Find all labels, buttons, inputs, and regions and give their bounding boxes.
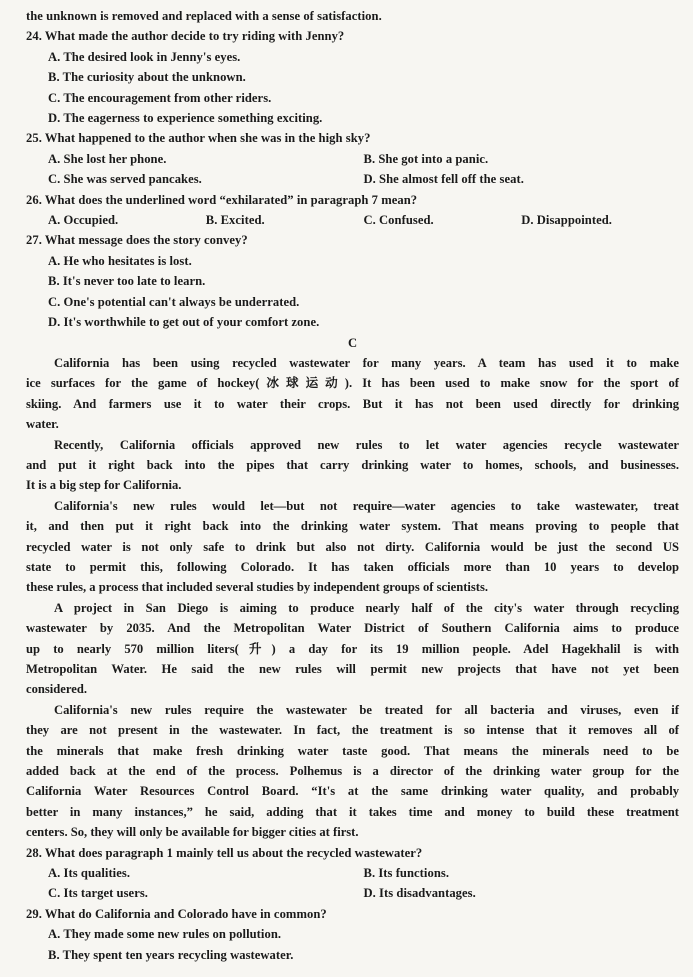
question-stem: 24. What made the author decide to try riding with Jenny?: [26, 29, 345, 44]
passage-paragraph: [26, 496, 679, 598]
passage-paragraph: [26, 598, 679, 700]
answer-option: A. She lost her phone.: [48, 151, 167, 166]
paragraph-line: California's new rules require the wastewater be treated for all bacteria and viruses, even if: [54, 702, 679, 717]
paragraph-line: ice surfaces for the game of hockey(冰球运动). It has been used to make snow for the sport of: [26, 376, 679, 391]
paragraph-line: California has been using recycled wastewater for many years. A team has used it to make: [54, 355, 679, 370]
paragraph-line: California's new rules would let—but not require—water agencies to take wastewater, treat: [54, 498, 679, 513]
answer-option: C. Its target users.: [48, 886, 148, 901]
paragraph-line: Metropolitan Water. He said the new rules will permit new projects that have not yet been: [26, 662, 679, 676]
answer-option: D. The eagerness to experience something exciting.: [48, 111, 323, 126]
paragraph-line: California Water Resources Control Board. “It's at the same drinking water quality, and probably: [26, 784, 679, 799]
answer-option: B. They spent ten years recycling wastewater.: [48, 947, 294, 962]
passage-paragraph: [26, 700, 679, 843]
passage-c: [26, 353, 679, 843]
question-block: [26, 843, 679, 904]
paragraph-line: considered.: [26, 682, 87, 697]
answer-option: D. Its disadvantages.: [363, 886, 476, 901]
paragraph-line: skiing. And farmers use it to water their crops. But it has not been used directly for drinking: [26, 396, 679, 411]
option-row: [26, 210, 679, 230]
answer-option: A. The desired look in Jenny's eyes.: [48, 49, 241, 64]
question-block: [26, 128, 679, 189]
question-block: [26, 904, 679, 965]
question-stem: 25. What happened to the author when she was in the high sky?: [26, 131, 371, 146]
answer-option: C. She was served pancakes.: [48, 172, 202, 187]
answer-option: B. The curiosity about the unknown.: [48, 70, 246, 85]
question-stem: 28. What does paragraph 1 mainly tell us about the recycled wastewater?: [26, 845, 423, 860]
paragraph-line: Recently, California officials approved new rules to let water agencies recycle wastewater: [54, 437, 679, 452]
answer-option: D. Disappointed.: [521, 213, 612, 228]
paragraph-line: these rules, a process that included several studies by independent groups of scientists.: [26, 580, 489, 595]
question-block: [26, 26, 679, 128]
answer-option: A. They made some new rules on pollution.: [48, 927, 282, 942]
answer-option: B. Its functions.: [363, 866, 450, 881]
questions-group-b: [26, 843, 679, 965]
option-row: [26, 863, 679, 883]
paragraph-line: it, and then put it right back into the drinking water system. That means proving to people that: [26, 519, 679, 534]
question-block: [26, 190, 679, 231]
paragraph-line: the minerals that make fresh drinking water taste good. That means the minerals need to be: [26, 743, 679, 758]
answer-option: A. Its qualities.: [48, 866, 131, 881]
option-row: [26, 169, 679, 189]
question-block: [26, 230, 679, 332]
answer-option: D. She almost fell off the seat.: [363, 172, 524, 187]
question-stem: 27. What message does the story convey?: [26, 233, 248, 248]
questions-group-a: [26, 26, 679, 332]
option-row: [26, 883, 679, 903]
answer-option: B. Excited.: [205, 213, 265, 228]
answer-option: C. One's potential can't always be underrated.: [48, 294, 300, 309]
answer-option: B. She got into a panic.: [363, 151, 489, 166]
question-stem: 29. What do California and Colorado have in common?: [26, 906, 327, 921]
question-stem: 26. What does the underlined word “exhilarated” in paragraph 7 mean?: [26, 192, 418, 207]
paragraph-line: added back at the end of the process. Polhemus is a director of the drinking water group for the: [26, 764, 679, 779]
paragraph-line: It is a big step for California.: [26, 478, 182, 493]
paragraph-line: state to permit this, following Colorado. It has taken officials more than 10 years to develop: [26, 559, 679, 574]
paragraph-line: they are not present in the wastewater. In fact, the treatment is so intense that it removes all of: [26, 723, 679, 738]
paragraph-line: recycled water is not only safe to drink but also not dirty. California would be just the second US: [26, 539, 679, 554]
answer-option: C. The encouragement from other riders.: [48, 90, 272, 105]
answer-option: B. It's never too late to learn.: [48, 274, 206, 289]
paragraph-line: and put it right back into the pipes that carry drinking water to homes, schools, and businesses.: [26, 457, 679, 472]
paragraph-line: A project in San Diego is aiming to produce nearly half of the city's water through recycling: [54, 600, 679, 615]
answer-option: D. It's worthwhile to get out of your comfort zone.: [48, 315, 320, 330]
paragraph-line: better in many instances,” he said, adding that it takes time and money to build these treatment: [26, 804, 679, 819]
top-line: the unknown is removed and replaced with a sense of satisfaction.: [26, 9, 382, 23]
passage-paragraph: [26, 353, 679, 435]
option-row: [26, 149, 679, 169]
paragraph-line: centers. So, they will only be available for bigger cities at first.: [26, 825, 359, 840]
paragraph-line: wastewater by 2035. And the Metropolitan Water District of Southern California aims to produce: [26, 621, 679, 636]
paragraph-line: up to nearly 570 million liters(升) a day for its 19 million people. Adel Hagekhalil is with: [26, 641, 679, 656]
section-label: C: [347, 335, 358, 350]
answer-option: A. Occupied.: [48, 213, 119, 228]
answer-option: A. He who hesitates is lost.: [48, 253, 192, 268]
passage-paragraph: [26, 435, 679, 496]
answer-option: C. Confused.: [363, 213, 434, 228]
paragraph-line: water.: [26, 417, 59, 432]
